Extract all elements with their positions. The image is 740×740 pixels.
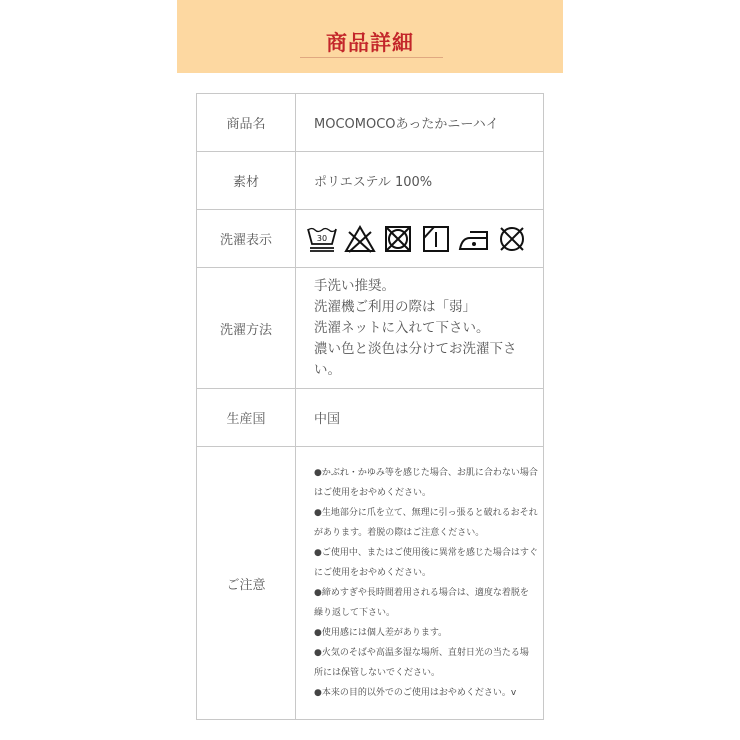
- no-tumble-dry-icon: [382, 224, 414, 254]
- row-caution: [197, 447, 544, 720]
- caution-line: ●ご使用中、またはご使用後に異常を感じた場合はすぐ: [314, 548, 538, 558]
- row-material: [197, 152, 544, 210]
- row-wash-method: [197, 268, 544, 389]
- caution-line: ●使用感には個人差があります。: [314, 628, 448, 638]
- caution-line: ●締めすぎや長時間着用される場合は、適度な着脱を: [314, 588, 529, 598]
- wash-line: 洗濯ネットに入れて下さい。: [314, 319, 490, 336]
- drip-dry-shade-icon: [420, 224, 452, 254]
- caution-line: ●火気のそばや高温多湿な場所、直射日光の当たる場: [314, 648, 529, 658]
- no-dry-clean-icon: [496, 224, 528, 254]
- header-band: [177, 0, 563, 73]
- caution-line: があります。着脱の際はご注意ください。: [314, 528, 485, 538]
- caution-line: ●本来の目的以外でのご使用はおやめください。v: [314, 688, 517, 698]
- wash-line: 洗濯機ご利用の際は「弱」: [314, 298, 476, 315]
- value: ポリエステル 100%: [296, 152, 544, 210]
- row-care-symbols: [197, 210, 544, 268]
- page-title: 商品詳細: [326, 31, 414, 55]
- product-detail-table: [196, 93, 544, 720]
- caution-line: にご使用をおやめください。: [314, 568, 432, 578]
- hand-wash-30-icon: [306, 224, 338, 254]
- label: 商品名: [197, 94, 296, 152]
- title-underline: [300, 57, 443, 58]
- label: 洗濯方法: [197, 268, 296, 389]
- caution-line: はご使用をおやめください。: [314, 488, 432, 498]
- wash-line: 手洗い推奨。: [314, 277, 395, 294]
- caution-line: ●生地部分に爪を立て、無理に引っ張ると破れるおそれ: [314, 508, 538, 518]
- value: MOCOMOCOあったかニーハイ: [296, 94, 544, 152]
- label: 洗濯表示: [197, 210, 296, 268]
- caution-line: 所には保管しないでください。: [314, 668, 441, 678]
- caution-line: ●かぶれ・かゆみ等を感じた場合、お肌に合わない場合: [314, 468, 538, 478]
- wash-line: 濃い色と淡色は分けてお洗濯下さい。: [314, 340, 517, 378]
- caution-line: 繰り返して下さい。: [314, 608, 396, 618]
- label: 生産国: [197, 389, 296, 447]
- label: ご注意: [197, 447, 296, 720]
- no-bleach-icon: [344, 224, 376, 254]
- row-product-name: [197, 94, 544, 152]
- iron-low-icon: [458, 224, 490, 254]
- row-origin: [197, 389, 544, 447]
- value: 中国: [296, 389, 544, 447]
- label: 素材: [197, 152, 296, 210]
- svg-text:30: 30: [316, 233, 328, 243]
